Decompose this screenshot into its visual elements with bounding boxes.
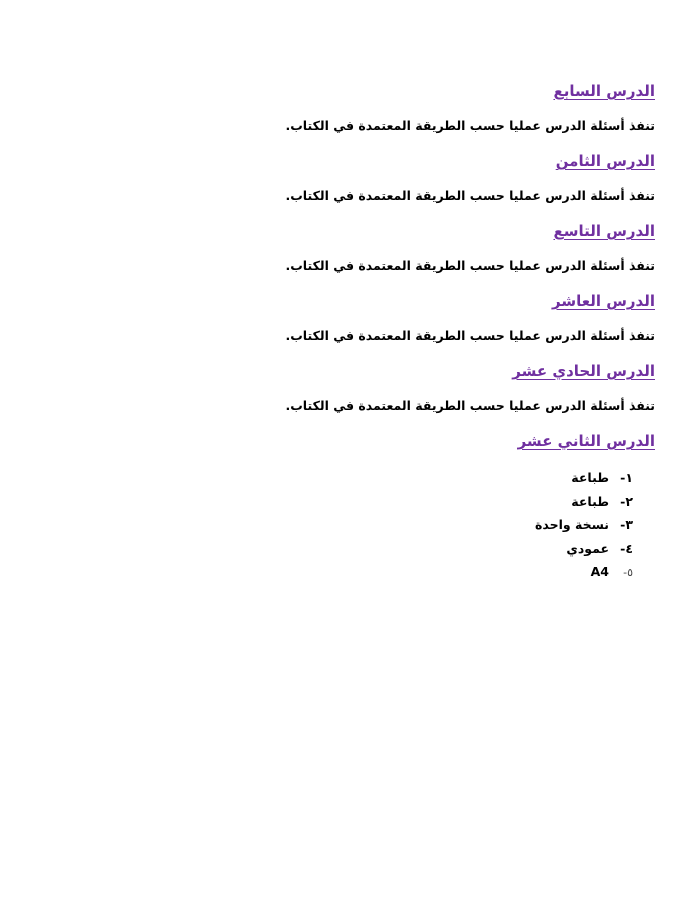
lesson-12-answer-list <box>55 466 655 585</box>
lesson-8-body: تنفذ أسئلة الدرس عمليا حسب الطريقة المعتمدة في الكتاب. <box>285 188 655 203</box>
answer-text: طباعة <box>571 493 609 509</box>
answer-text: نسخة واحدة <box>534 517 609 532</box>
answer-text: عمودي <box>566 540 609 556</box>
lesson-8-title: الدرس الثامن <box>555 152 655 170</box>
answer-item-2 <box>55 490 633 514</box>
answer-item-3 <box>55 513 633 537</box>
lesson-7-title: الدرس السابع <box>553 82 655 100</box>
answer-number: ٥- <box>623 566 633 579</box>
lesson-12-title: الدرس الثاني عشر <box>517 432 655 450</box>
lesson-10-title: الدرس العاشر <box>552 292 655 310</box>
answer-number: ٢- <box>620 493 633 509</box>
lesson-9-body: تنفذ أسئلة الدرس عمليا حسب الطريقة المعتمدة في الكتاب. <box>285 258 655 273</box>
answer-number: ٣- <box>620 517 633 532</box>
answer-item-1 <box>55 466 633 490</box>
answer-item-5 <box>55 560 633 585</box>
answer-item-4 <box>55 537 633 561</box>
answer-number: ١- <box>620 470 633 485</box>
lesson-7-body: تنفذ أسئلة الدرس عمليا حسب الطريقة المعتمدة في الكتاب. <box>285 118 655 133</box>
answer-text: طباعة <box>571 470 609 485</box>
lesson-11-body: تنفذ أسئلة الدرس عمليا حسب الطريقة المعتمدة في الكتاب. <box>285 398 655 413</box>
answer-number: ٤- <box>620 540 633 556</box>
lesson-11-title: الدرس الحادي عشر <box>512 362 655 380</box>
lesson-9-title: الدرس التاسع <box>553 222 655 240</box>
answer-text: A4 <box>590 564 609 579</box>
lesson-10-body: تنفذ أسئلة الدرس عمليا حسب الطريقة المعتمدة في الكتاب. <box>285 328 655 343</box>
document-content <box>55 78 655 585</box>
